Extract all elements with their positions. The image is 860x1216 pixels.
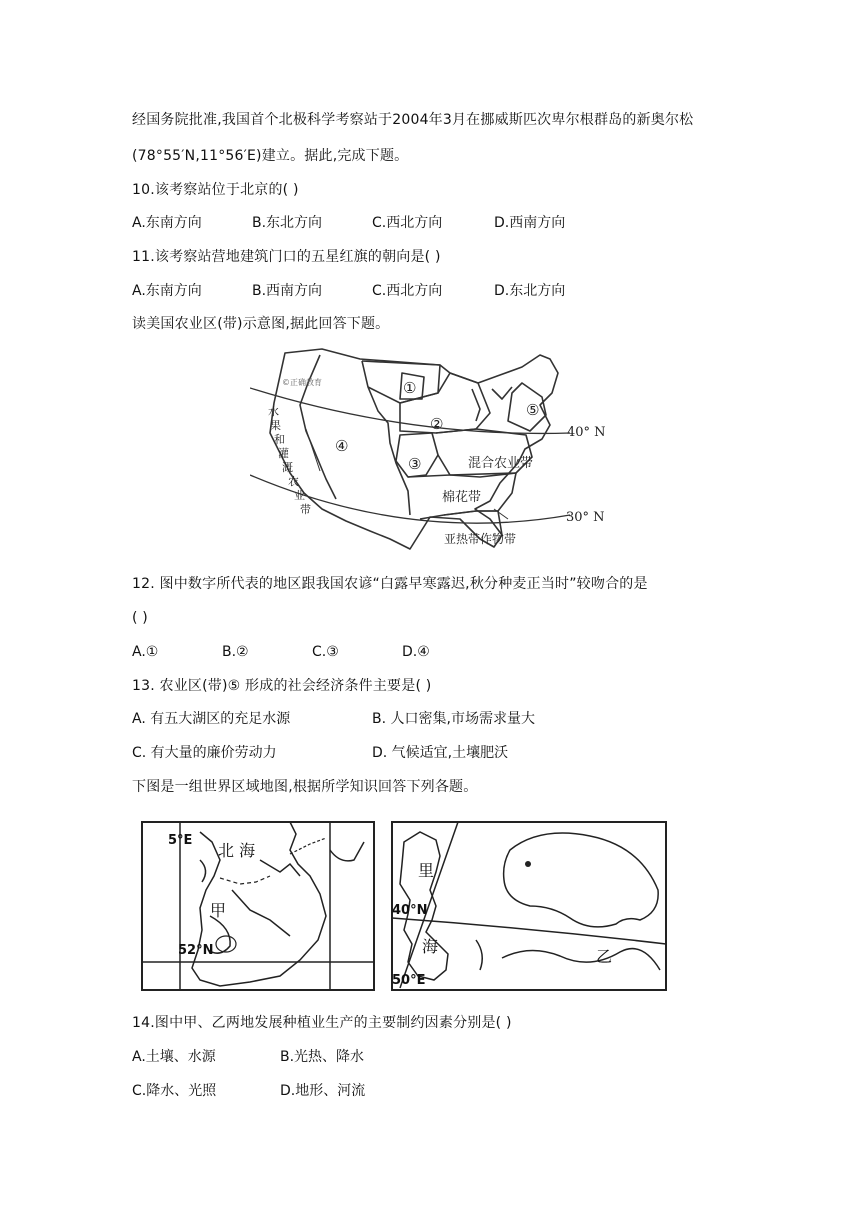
q10-option-d: D.西南方向 bbox=[494, 215, 566, 231]
region-label-2: ② bbox=[430, 415, 444, 433]
q13-stem: 13. 农业区(带)⑤ 形成的社会经济条件主要是( ) bbox=[132, 678, 432, 694]
intro2: 读美国农业区(带)示意图,据此回答下题。 bbox=[132, 316, 390, 332]
region-label-5: ⑤ bbox=[526, 401, 540, 419]
fruit-belt-boundary bbox=[300, 355, 336, 499]
region-label-1: ① bbox=[403, 379, 417, 397]
watermark: ©正确教育 bbox=[282, 378, 322, 387]
q11-option-b: B.西南方向 bbox=[252, 283, 323, 299]
caspian-char2-label: 海 bbox=[422, 937, 439, 956]
svg-text:灌: 灌 bbox=[278, 447, 289, 460]
region-label-3: ③ bbox=[408, 455, 422, 473]
q13-option-c: C. 有大量的廉价劳动力 bbox=[132, 745, 277, 761]
svg-text:业: 业 bbox=[294, 489, 305, 502]
lon-5e-label: 5°E bbox=[168, 833, 193, 848]
svg-text:溉: 溉 bbox=[282, 461, 293, 474]
caspian-char1-label: 里 bbox=[418, 861, 435, 880]
region-label-4: ④ bbox=[335, 437, 349, 455]
q13-option-b: B. 人口密集,市场需求量大 bbox=[372, 711, 535, 727]
q13-option-a: A. 有五大湖区的充足水源 bbox=[132, 711, 291, 727]
lat-52n-label: 52°N bbox=[178, 943, 214, 958]
q12-option-a: A.① bbox=[132, 644, 159, 660]
fruit-belt-label bbox=[268, 404, 311, 516]
svg-text:农: 农 bbox=[288, 475, 299, 488]
intro3: 下图是一组世界区域地图,根据所学知识回答下列各题。 bbox=[132, 779, 478, 795]
cotton-belt-label: 棉花带 bbox=[442, 490, 482, 505]
subtropical-belt-label: 亚热带作物带 bbox=[444, 532, 517, 546]
q14-stem: 14.图中甲、乙两地发展种植业生产的主要制约因素分别是( ) bbox=[132, 1015, 512, 1031]
north-sea-label: 北 海 bbox=[218, 841, 256, 860]
place-jia-label: 甲 bbox=[210, 901, 227, 920]
north-sea-map bbox=[140, 820, 376, 992]
q12-option-b: B.② bbox=[222, 644, 249, 660]
q14-option-c: C.降水、光照 bbox=[132, 1083, 217, 1099]
svg-text:水: 水 bbox=[268, 405, 279, 418]
q11-stem: 11.该考察站营地建筑门口的五星红旗的朝向是( ) bbox=[132, 249, 441, 265]
lon-50e-label: 50°E bbox=[392, 973, 426, 988]
q11-option-a: A.东南方向 bbox=[132, 283, 202, 299]
intro1-line1: 经国务院批准,我国首个北极科学考察站于2004年3月在挪威斯匹次卑尔根群岛的新奥尔松 bbox=[132, 112, 694, 128]
q10-option-c: C.西北方向 bbox=[372, 215, 443, 231]
intro1-line2: (78°55′N,11°56′E)建立。据此,完成下题。 bbox=[132, 148, 409, 164]
lat-40n-label: 40°N bbox=[392, 903, 428, 918]
q12-stem: 12. 图中数字所代表的地区跟我国农谚“白露早寒露迟,秋分种麦正当时”较吻合的是 bbox=[132, 576, 648, 592]
mixed-belt-label: 混合农业带 bbox=[468, 456, 534, 471]
q12-option-d: D.④ bbox=[402, 644, 430, 660]
q10-option-b: B.东北方向 bbox=[252, 215, 323, 231]
q11-option-d: D.东北方向 bbox=[494, 283, 566, 299]
q14-option-d: D.地形、河流 bbox=[280, 1083, 366, 1099]
q12-paren: ( ) bbox=[132, 610, 148, 626]
q10-stem: 10.该考察站位于北京的( ) bbox=[132, 182, 299, 198]
svg-text:带: 带 bbox=[300, 503, 311, 516]
q14-option-a: A.土壤、水源 bbox=[132, 1049, 216, 1065]
svg-text:果: 果 bbox=[270, 419, 281, 432]
q10-option-a: A.东南方向 bbox=[132, 215, 202, 231]
place-yi-label: 乙 bbox=[596, 947, 613, 966]
q12-option-c: C.③ bbox=[312, 644, 339, 660]
q13-option-d: D. 气候适宜,土壤肥沃 bbox=[372, 745, 509, 761]
q11-option-c: C.西北方向 bbox=[372, 283, 443, 299]
caspian-sea-map bbox=[390, 820, 668, 992]
q14-option-b: B.光热、降水 bbox=[280, 1049, 365, 1065]
lat-40-label: 40° N bbox=[567, 425, 606, 440]
svg-text:和: 和 bbox=[274, 433, 285, 446]
lat-30-label: 30° N bbox=[566, 510, 605, 525]
us-agriculture-map bbox=[250, 343, 612, 558]
